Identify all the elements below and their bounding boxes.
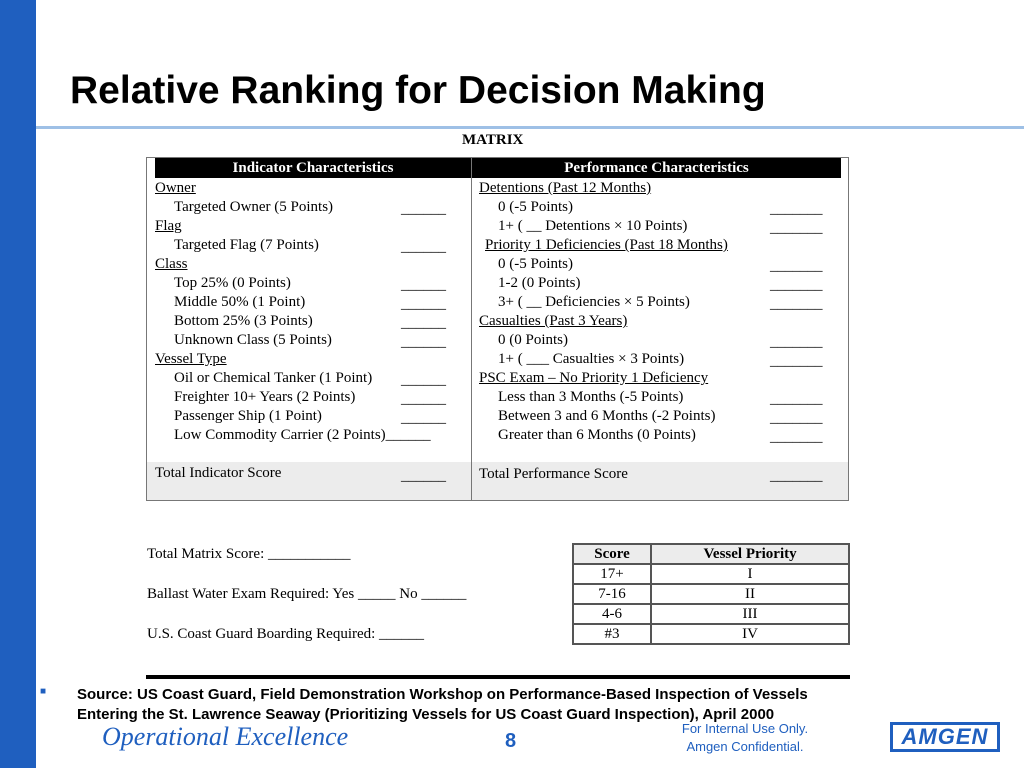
confidentiality-line-2: Amgen Confidential. (686, 739, 804, 754)
matrix-item-label: 3+ ( __ Deficiencies × 5 Points) (498, 294, 690, 310)
score-blank[interactable]: ______ (401, 315, 446, 331)
indicator-total-label: Total Indicator Score (155, 465, 282, 481)
matrix-item-label: Less than 3 Months (-5 Points) (498, 389, 684, 405)
score-blank[interactable]: _______ (770, 296, 823, 312)
matrix-item-label: Unknown Class (5 Points) (174, 332, 332, 348)
score-header: Score (573, 544, 651, 564)
score-blank[interactable]: _______ (770, 277, 823, 293)
matrix-item-label: 1+ ( __ Detentions × 10 Points) (498, 218, 688, 234)
indicator-header: Indicator Characteristics (155, 158, 471, 178)
priority-cell: III (651, 604, 849, 624)
page-title: Relative Ranking for Decision Making (70, 69, 766, 112)
table-row (573, 564, 849, 584)
score-cell: 17+ (573, 564, 651, 584)
score-blank[interactable]: _______ (770, 258, 823, 274)
performance-header: Performance Characteristics (472, 158, 841, 178)
priority-cell: I (651, 564, 849, 584)
matrix-item-label: Bottom 25% (3 Points) (174, 313, 313, 329)
table-row (573, 584, 849, 604)
page-number: 8 (505, 730, 517, 752)
confidentiality-line-1: For Internal Use Only. (681, 721, 809, 736)
score-cell: #3 (573, 624, 651, 644)
matrix-section-heading: Casualties (Past 3 Years) (479, 313, 628, 329)
matrix-item-label: Oil or Chemical Tanker (1 Point) (174, 370, 373, 386)
matrix-item-label: Targeted Flag (7 Points) (174, 237, 319, 253)
performance-total-label: Total Performance Score (479, 466, 628, 482)
column-divider (471, 158, 472, 500)
score-blank[interactable]: ______ (401, 296, 446, 312)
matrix-item-label: Top 25% (0 Points) (174, 275, 291, 291)
matrix-item-label: 1+ ( ___ Casualties × 3 Points) (498, 351, 685, 367)
score-blank[interactable]: ______ (401, 391, 446, 407)
source-citation (77, 685, 808, 725)
score-cell: 4-6 (573, 604, 651, 624)
matrix-item-label: Targeted Owner (5 Points) (174, 199, 334, 215)
matrix-section-heading: Priority 1 Deficiencies (Past 18 Months) (485, 237, 728, 253)
matrix-item-label: 1-2 (0 Points) (498, 275, 581, 291)
table-row (573, 624, 849, 644)
matrix-section-heading: Owner (155, 180, 196, 196)
matrix-item-label: 0 (-5 Points) (498, 199, 573, 215)
bullet-icon: ■ (40, 686, 47, 697)
priority-cell: II (651, 584, 849, 604)
source-line-1: Source: US Coast Guard, Field Demonstration Workshop on Performance-Based Inspection of Vessels (77, 686, 808, 703)
amgen-logo: AMGEN (890, 722, 1000, 752)
score-blank[interactable]: ______ (401, 277, 446, 293)
indicator-total-blank[interactable]: ______ (401, 468, 446, 484)
source-line-2: Entering the St. Lawrence Seaway (Prioritizing Vessels for US Coast Guard Inspection), April 2000 (77, 706, 775, 723)
matrix-item-label: Greater than 6 Months (0 Points) (498, 427, 696, 443)
matrix-item-label: Freighter 10+ Years (2 Points) (174, 389, 356, 405)
score-blank[interactable]: ______ (401, 334, 446, 350)
left-accent-bar (0, 0, 36, 768)
matrix-section-heading: PSC Exam – No Priority 1 Deficiency (479, 370, 709, 386)
matrix-item-label: 0 (0 Points) (498, 332, 569, 348)
score-blank[interactable]: _______ (770, 334, 823, 350)
matrix-item-label: Middle 50% (1 Point) (174, 294, 306, 310)
score-blank[interactable]: _______ (770, 353, 823, 369)
matrix-section-heading: Class (155, 256, 188, 272)
score-blank[interactable]: _______ (770, 429, 823, 445)
score-blank[interactable]: _______ (770, 201, 823, 217)
matrix-section-heading: Vessel Type (155, 351, 227, 367)
matrix-item-label: 0 (-5 Points) (498, 256, 573, 272)
matrix-section-heading: Flag (155, 218, 182, 234)
title-underline (36, 126, 1024, 129)
matrix-item-label: Passenger Ship (1 Point) (174, 408, 322, 424)
confidentiality-note (665, 720, 825, 756)
priority-header: Vessel Priority (651, 544, 849, 564)
score-blank[interactable]: _______ (770, 410, 823, 426)
coast-guard-boarding[interactable]: U.S. Coast Guard Boarding Required: ______ (147, 626, 425, 642)
score-blank[interactable]: ______ (401, 239, 446, 255)
score-blank[interactable]: ______ (401, 372, 446, 388)
ballast-water-exam[interactable]: Ballast Water Exam Required: Yes _____ No ______ (147, 586, 467, 602)
table-row (573, 604, 849, 624)
matrix-item-label: Between 3 and 6 Months (-2 Points) (498, 408, 716, 424)
ranking-matrix (146, 157, 849, 501)
total-matrix-score[interactable]: Total Matrix Score: ___________ (147, 546, 351, 562)
vessel-priority-table (572, 543, 850, 645)
footer-brand: Operational Excellence (102, 722, 349, 751)
score-blank[interactable]: ______ (401, 410, 446, 426)
matrix-label: MATRIX (462, 132, 524, 148)
section-divider (146, 675, 850, 679)
score-blank[interactable]: _______ (770, 391, 823, 407)
performance-total-blank[interactable]: _______ (770, 468, 823, 484)
score-blank[interactable]: _______ (770, 220, 823, 236)
priority-cell: IV (651, 624, 849, 644)
score-cell: 7-16 (573, 584, 651, 604)
matrix-section-heading: Detentions (Past 12 Months) (479, 180, 652, 196)
matrix-item-label: Low Commodity Carrier (2 Points)______ (174, 427, 431, 443)
score-blank[interactable]: ______ (401, 201, 446, 217)
